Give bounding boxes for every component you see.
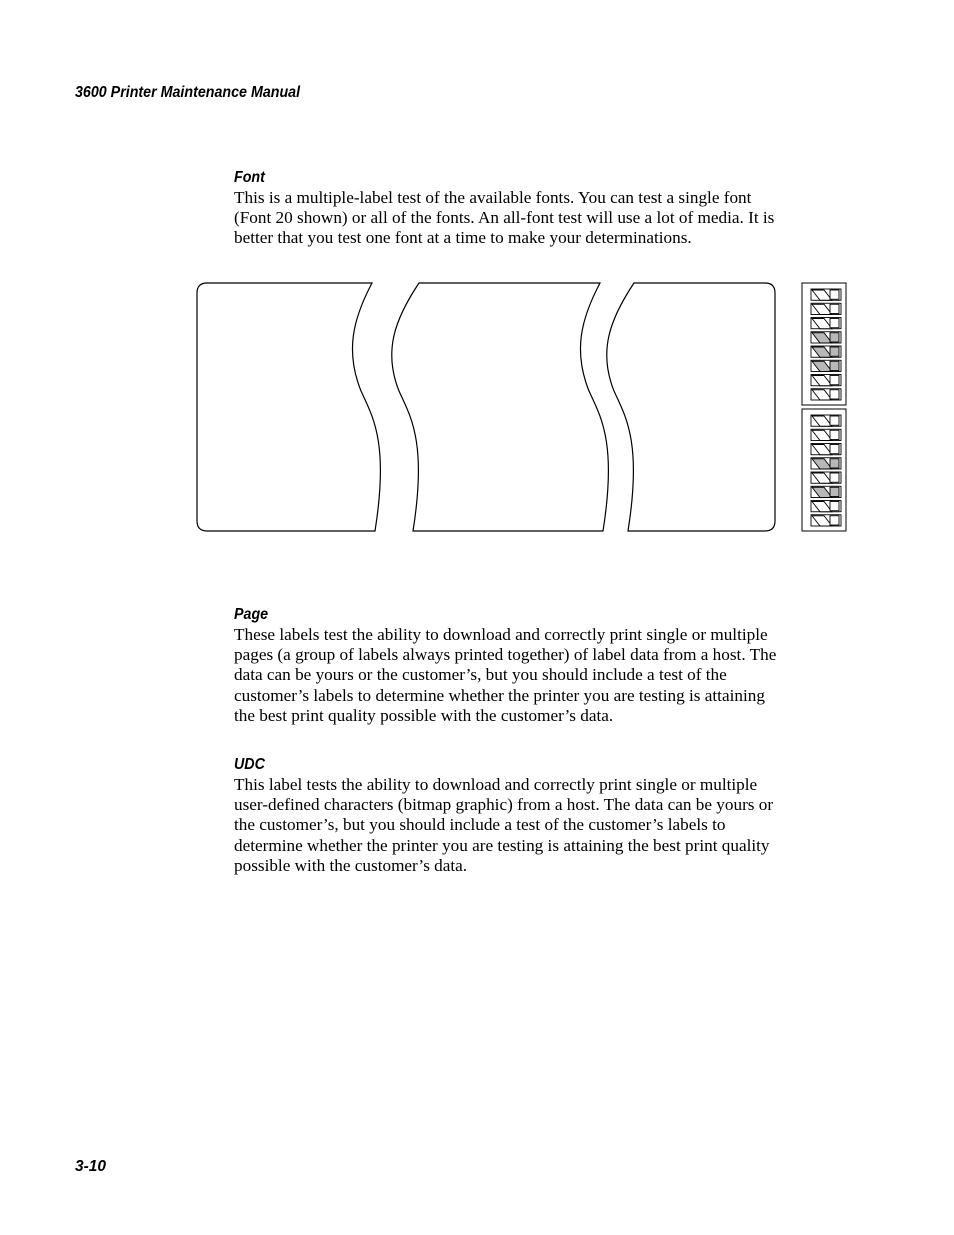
udc-body-line: possible with the customer’s data. — [234, 855, 468, 875]
page-body-line: pages (a group of labels always printed together) of label data from a host. The — [234, 645, 777, 665]
dip-switch — [811, 486, 841, 497]
font-test-illustration — [195, 281, 850, 537]
dip-switch — [811, 429, 841, 440]
dip-switch — [811, 515, 841, 526]
font-test-figure — [195, 281, 850, 537]
page-section — [234, 605, 844, 726]
dip-switch — [811, 501, 841, 512]
dip-switch-bank — [802, 409, 846, 531]
dip-switch — [811, 303, 841, 314]
udc-body-line: user-defined characters (bitmap graphic) from a host. The data can be yours or — [234, 795, 774, 815]
dip-switch — [811, 346, 841, 357]
udc-heading: UDC — [234, 756, 265, 773]
dip-switch-banks — [802, 283, 846, 531]
test-label-2 — [392, 283, 609, 531]
page-heading: Page — [234, 606, 269, 623]
dip-switch — [811, 458, 841, 469]
font-body — [234, 188, 844, 249]
dip-switch — [811, 318, 841, 329]
dip-switch — [811, 289, 841, 300]
dip-switch — [811, 415, 841, 426]
dip-switch — [811, 472, 841, 483]
dip-switch — [811, 375, 841, 386]
font-body-line: better that you test one font at a time to make your determinations. — [234, 228, 692, 248]
dip-switch — [811, 389, 841, 400]
udc-section — [234, 755, 844, 876]
page-number: 3-10 — [75, 1158, 107, 1175]
dip-switch — [811, 360, 841, 371]
udc-body-line: determine whether the printer you are testing is attaining the best print quality — [234, 835, 770, 855]
dip-switch-bank — [802, 283, 846, 405]
dip-switch — [811, 444, 841, 455]
page-body-line: customer’s labels to determine whether the printer you are testing is attaining — [234, 685, 765, 705]
page-body-line: data can be yours or the customer’s, but you should include a test of the — [234, 665, 727, 685]
running-header: 3600 Printer Maintenance Manual — [75, 84, 301, 101]
test-label-1 — [197, 283, 380, 531]
page-body-line: the best print quality possible with the customer’s data. — [234, 705, 614, 725]
test-label-3 — [607, 283, 775, 531]
dip-switch — [811, 332, 841, 343]
page-body — [234, 625, 844, 726]
font-heading: Font — [234, 169, 265, 186]
page-body-line: These labels test the ability to download and correctly print single or multiple — [234, 625, 768, 644]
font-body-line: (Font 20 shown) or all of the fonts. An all-font test will use a lot of media. It is — [234, 208, 775, 228]
udc-body-line: This label tests the ability to download and correctly print single or multiple — [234, 775, 758, 794]
udc-body-line: the customer’s, but you should include a test of the customer’s labels to — [234, 815, 726, 835]
udc-body — [234, 775, 844, 876]
font-section — [234, 168, 844, 249]
font-body-line: This is a multiple-label test of the available fonts. You can test a single font — [234, 188, 752, 207]
